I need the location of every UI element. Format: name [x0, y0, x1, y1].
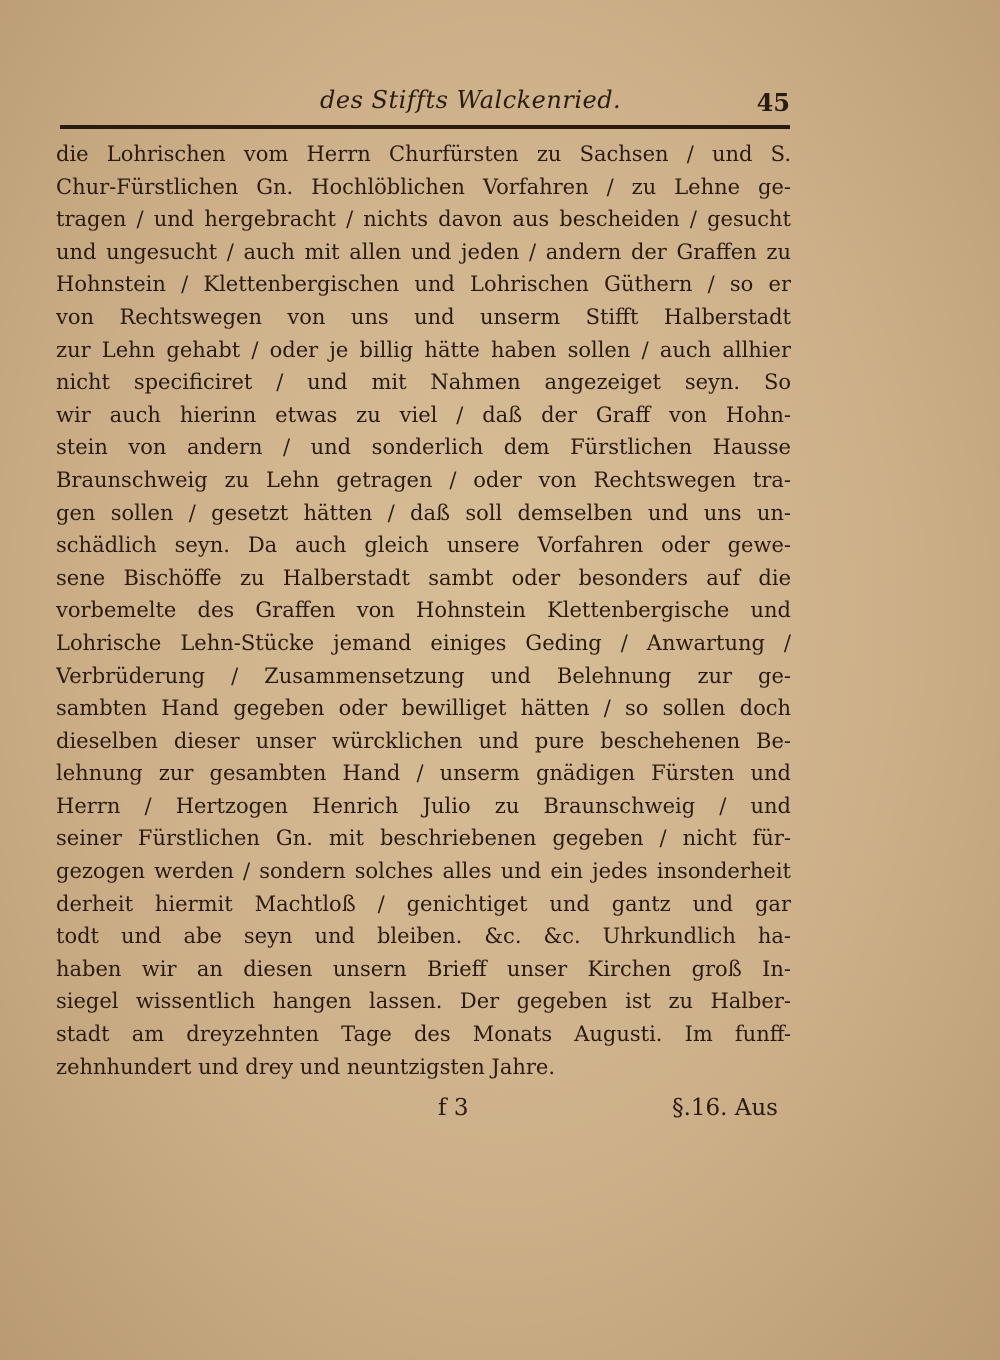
text-line: sambten Hand gegeben oder bewilliget hätten / so sollen doch — [56, 696, 791, 721]
text-line: Verbrüderung / Zusammensetzung und Belehnung zur ge- — [56, 663, 791, 688]
text-line: von Rechtswegen von uns und unserm Stifft Halberstadt — [56, 304, 791, 329]
text-line: wir auch hierinn etwas zu viel / daß der Graff von Hohn- — [56, 402, 791, 427]
text-line: todt und abe seyn und bleiben. &c. &c. Uhrkundlich ha- — [56, 924, 791, 949]
text-line: gezogen werden / sondern solches alles und ein jedes insonderheit — [56, 859, 791, 884]
text-line: lehnung zur gesambten Hand / unserm gnädigen Fürsten und — [56, 761, 791, 786]
text-line: vorbemelte des Graffen von Hohnstein Klettenbergische und — [56, 598, 791, 623]
text-line: nicht specificiret / und mit Nahmen angezeiget seyn. So — [56, 370, 791, 395]
text-line: Lohrische Lehn-Stücke jemand einiges Geding / Anwartung / — [56, 630, 791, 655]
text-line: stein von andern / und sonderlich dem Fürstlichen Hausse — [56, 435, 791, 460]
text-line: derheit hiermit Machtloß / genichtiget und gantz und gar — [56, 891, 791, 916]
text-line: Herrn / Hertzogen Henrich Julio zu Braunschweig / und — [56, 793, 791, 818]
text-line: haben wir an diesen unsern Brieff unser Kirchen groß In- — [56, 956, 791, 981]
text-line: Chur-Fürstlichen Gn. Hochlöblichen Vorfahren / zu Lehne ge- — [56, 174, 791, 199]
text-line: zur Lehn gehabt / oder je billig hätte haben sollen / auch allhier — [56, 337, 791, 362]
body-text — [56, 138, 791, 1083]
catchword: §.16. Aus — [672, 1095, 778, 1121]
text-line: sene Bischöffe zu Halberstadt sambt oder besonders auf die — [56, 565, 791, 590]
text-line: siegel wissentlich hangen lassen. Der gegeben ist zu Halber- — [56, 989, 791, 1014]
text-line: stadt am dreyzehnten Tage des Monats Augusti. Im funff- — [56, 1022, 791, 1047]
running-head: des Stiffts Walckenried. — [320, 86, 622, 114]
header-rule — [60, 125, 790, 129]
text-line: dieselben dieser unser würcklichen und pure beschehenen Be- — [56, 728, 791, 753]
page-number: 45 — [756, 88, 790, 117]
text-line: seiner Fürstlichen Gn. mit beschriebenen gegeben / nicht für- — [56, 826, 791, 851]
signature-mark: f 3 — [438, 1095, 469, 1121]
text-line: zehnhundert und drey und neuntzigsten Jahre. — [56, 1054, 556, 1079]
text-line: gen sollen / gesetzt hätten / daß soll demselben und uns un- — [56, 500, 791, 525]
text-line: und ungesucht / auch mit allen und jeden / andern der Graffen zu — [56, 239, 791, 264]
text-line: schädlich seyn. Da auch gleich unsere Vorfahren oder gewe- — [56, 533, 791, 558]
text-line: Hohnstein / Klettenbergischen und Lohrischen Güthern / so er — [56, 272, 791, 297]
text-line: tragen / und hergebracht / nichts davon aus bescheiden / gesucht — [56, 207, 791, 232]
page-footer — [60, 1095, 790, 1135]
text-line: die Lohrischen vom Herrn Churfürsten zu Sachsen / und S. — [56, 142, 791, 166]
page-header — [60, 82, 790, 122]
text-line: Braunschweig zu Lehn getragen / oder von Rechtswegen tra- — [56, 467, 791, 492]
